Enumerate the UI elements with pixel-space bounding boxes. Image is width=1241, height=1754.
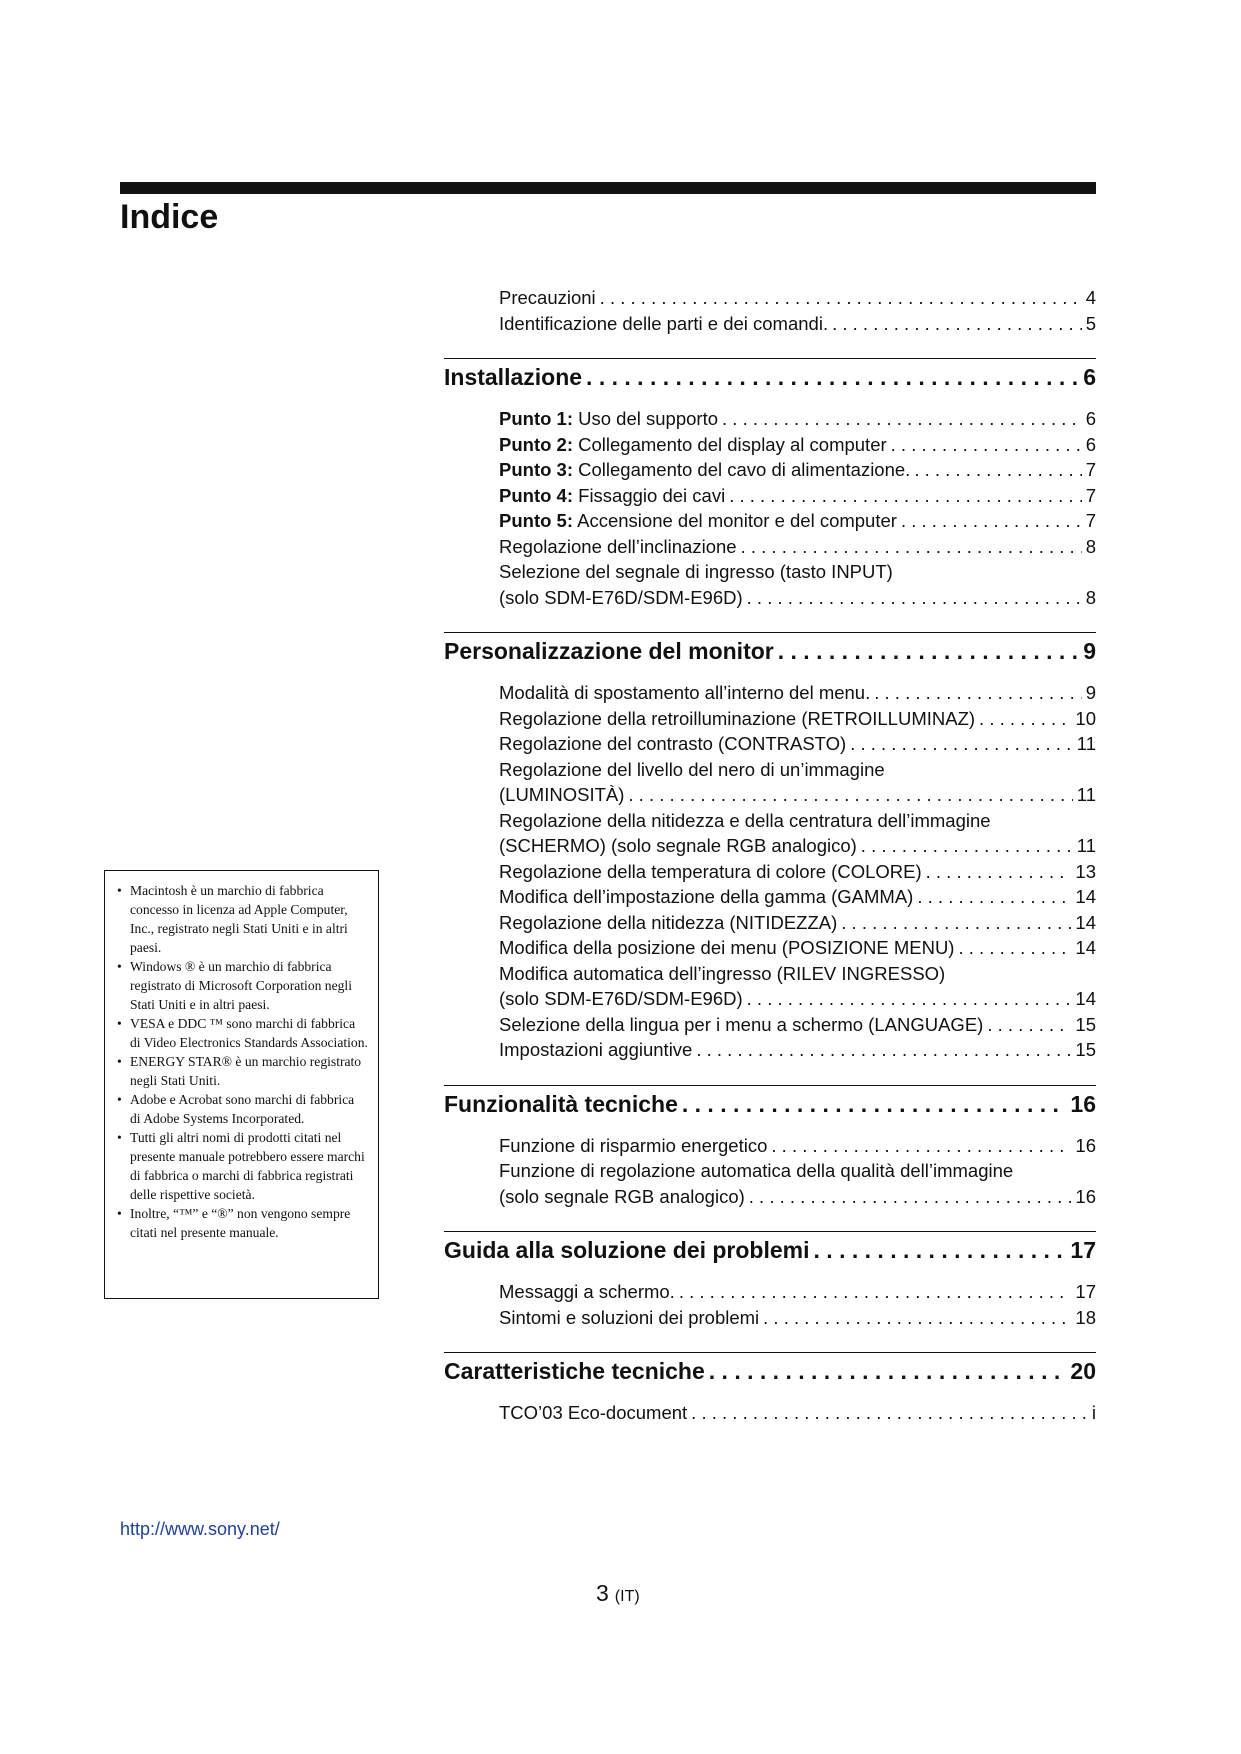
toc-entry-title: Messaggi a schermo. [499, 1281, 675, 1302]
toc-entry-title: Uso del supporto [578, 408, 719, 429]
toc-entry-line [499, 833, 1096, 859]
toc-entry-line [499, 1184, 1096, 1210]
toc-entry-title: Fissaggio dei cavi [578, 484, 726, 506]
toc-entry-line [499, 585, 1096, 611]
toc-section-header[interactable] [444, 1352, 1096, 1400]
toc-entry-page: 9 [1085, 682, 1096, 703]
toc-entry[interactable] [499, 285, 1096, 311]
trademark-notice [104, 870, 379, 1299]
toc-section-title: Personalizzazione del monitor [444, 638, 774, 664]
toc-entry[interactable] [499, 910, 1096, 936]
dot-leader [628, 782, 1072, 808]
toc-entry-title: Selezione della lingua per i menu a schermo (LANGUAGE) [499, 1013, 984, 1035]
toc-entry-title-line [499, 457, 910, 483]
toc-entry-title: Regolazione del livello del nero di un’immagine [499, 758, 885, 780]
toc-entry-title: Collegamento del display al computer [578, 433, 887, 455]
toc-step-label: Punto 4: [499, 484, 573, 506]
toc-section-page: 6 [1083, 364, 1096, 390]
toc-section-title-line [444, 634, 1096, 668]
toc-entry-title: Modalità di spostamento all’interno del menu. [499, 682, 871, 703]
toc-entry-title-line [499, 1400, 687, 1426]
toc-entry[interactable] [499, 406, 1096, 432]
toc-section-page: 16 [1070, 1090, 1096, 1117]
toc-section-entries [499, 680, 1096, 1063]
page-number [596, 1578, 640, 1612]
page-title: Indice [120, 198, 219, 236]
dot-leader [682, 1087, 1067, 1121]
dot-leader [741, 534, 1082, 560]
toc-section-entries [499, 406, 1096, 610]
toc-entry-title-line [499, 406, 718, 432]
dot-leader [832, 311, 1082, 337]
toc-entry-title-line [499, 432, 887, 458]
toc-entry-continuation: (LUMINOSITÀ) [499, 784, 625, 805]
toc-section-title-line [444, 1354, 1096, 1388]
toc-entry-line [499, 1279, 1096, 1305]
toc-entry-title: Regolazione della nitidezza (NITIDEZZA) [499, 911, 838, 933]
toc-entry[interactable] [499, 1012, 1096, 1038]
dot-leader [814, 1233, 1067, 1267]
toc-entry-page: 6 [1085, 408, 1096, 429]
toc-entry-line [499, 483, 1096, 509]
toc-entry[interactable] [499, 432, 1096, 458]
toc-section-header[interactable] [444, 632, 1096, 680]
trademark-item: • Adobe e Acrobat sono marchi di fabbrica di Adobe Systems Incorporated. [115, 1090, 368, 1128]
toc-entry-title-line [499, 1037, 692, 1063]
toc-entry[interactable] [499, 534, 1096, 560]
toc-entry-title: Funzione di regolazione automatica della qualità dell’immagine [499, 1160, 1014, 1181]
toc-entry[interactable] [499, 680, 1096, 706]
toc-entry-title-line [499, 534, 737, 560]
toc-entry-line [499, 910, 1096, 936]
page-number-suffix: (IT) [614, 1588, 640, 1605]
toc-section-title: Guida alla soluzione dei problemi [444, 1237, 810, 1263]
trademark-item: • Windows ® è un marchio di fabbrica registrato di Microsoft Corporation negli Stati Uniti e in altri paesi. [115, 957, 368, 1014]
toc-entry-title: Regolazione del contrasto (CONTRASTO) [499, 733, 847, 754]
toc-entry[interactable] [499, 859, 1096, 885]
toc-step-label: Punto 1: [499, 408, 573, 429]
toc-entry-line [499, 432, 1096, 458]
toc-entry-title: Modifica dell’impostazione della gamma (GAMMA) [499, 886, 914, 907]
toc-entry-title: Impostazioni aggiuntive [499, 1039, 693, 1060]
dot-leader [926, 859, 1072, 885]
toc-entry-title-line [499, 1133, 767, 1159]
toc-entry[interactable] [499, 1037, 1096, 1063]
trademark-item: • ENERGY STAR® è un marchio registrato negli Stati Uniti. [115, 1052, 368, 1090]
toc-entry[interactable] [499, 884, 1096, 910]
dot-leader [841, 910, 1071, 936]
toc-entry-title-line [499, 910, 837, 936]
toc-entry-line [499, 1133, 1096, 1159]
dot-leader [709, 1354, 1067, 1388]
toc-entry-page: 5 [1085, 312, 1096, 334]
dot-leader [987, 1012, 1071, 1038]
toc-entry-line [499, 782, 1096, 808]
toc-entry-page: 8 [1085, 535, 1096, 557]
toc-entry[interactable] [499, 311, 1096, 337]
toc-entry-title-line [499, 483, 725, 509]
toc-entry[interactable] [499, 1133, 1096, 1159]
trademark-item: • Macintosh è un marchio di fabbrica concesso in licenza ad Apple Computer, Inc., registrato negli Stati Uniti e in altri paesi. [115, 881, 368, 957]
toc-entry-page: 13 [1075, 860, 1096, 882]
trademark-item: • Tutti gli altri nomi di prodotti citati nel presente manuale potrebbero essere marchi di fabbrica o marchi di fabbrica registrati delle rispettive società. [115, 1128, 368, 1204]
toc-entry-page: 14 [1075, 886, 1096, 907]
toc-section-entries [499, 1279, 1096, 1330]
title-rule [120, 182, 1096, 194]
toc-entry-line [499, 680, 1096, 706]
toc-entry-title-line [499, 731, 846, 757]
toc-entry-line [499, 285, 1096, 311]
toc-section-entries [499, 1400, 1096, 1426]
toc-entry-line [499, 508, 1096, 534]
toc-entry[interactable] [499, 808, 1096, 859]
toc-entry-title: Modifica della posizione dei menu (POSIZIONE MENU) [499, 937, 955, 958]
dot-leader [747, 986, 1072, 1012]
toc-entry-title: Regolazione della retroilluminazione (RETROILLUMINAZ) [499, 707, 976, 729]
toc-entry-title-line [499, 706, 975, 732]
toc-entry-page: 7 [1085, 459, 1096, 480]
toc-entry-title: TCO’03 Eco-document [499, 1402, 688, 1423]
toc-entry-continuation: (solo segnale RGB analogico) [499, 1185, 745, 1207]
toc-step-label: Punto 3: [499, 459, 573, 480]
dot-leader [874, 680, 1081, 706]
toc-sections [444, 358, 1096, 1426]
toc-section-header[interactable] [444, 1231, 1096, 1279]
toc-entry-page: 7 [1085, 484, 1096, 506]
toc-entry-line [499, 935, 1096, 961]
toc-entry-page: 8 [1085, 586, 1096, 608]
dot-leader [917, 884, 1071, 910]
toc-entry-page: 16 [1075, 1185, 1096, 1207]
page-number-value: 3 [596, 1580, 609, 1606]
toc-entry-page: 11 [1076, 835, 1096, 856]
dot-leader [729, 483, 1082, 509]
toc-entry-continuation: (SCHERMO) (solo segnale RGB analogico) [499, 835, 857, 856]
toc-entry-title: Accensione del monitor e del computer [577, 510, 897, 531]
dot-leader [771, 1133, 1071, 1159]
toc-section-header[interactable] [444, 358, 1096, 406]
toc-entry-title: Modifica automatica dell’ingresso (RILEV INGRESSO) [499, 962, 946, 984]
toc-entry-page: i [1091, 1402, 1096, 1423]
toc-entry[interactable] [499, 935, 1096, 961]
toc-entry-title: Precauzioni [499, 287, 596, 308]
table-of-contents [444, 285, 1096, 1426]
toc-entry-page: 4 [1085, 287, 1096, 308]
dot-leader [861, 833, 1073, 859]
toc-entry-page: 14 [1075, 911, 1096, 933]
dot-leader [747, 585, 1082, 611]
dot-leader [586, 360, 1079, 394]
toc-section-title-line [444, 1087, 1096, 1121]
dot-leader [749, 1184, 1072, 1210]
toc-entry-page: 11 [1076, 733, 1096, 754]
trademark-item: • VESA e DDC ™ sono marchi di fabbrica di Video Electronics Standards Association. [115, 1014, 368, 1052]
toc-entry-page: 14 [1075, 988, 1096, 1009]
toc-entry-title: Sintomi e soluzioni dei problemi [499, 1306, 760, 1328]
toc-entry[interactable] [499, 1305, 1096, 1331]
toc-step-label: Punto 2: [499, 433, 573, 455]
dot-leader [691, 1400, 1088, 1426]
toc-entry-title: Regolazione dell’inclinazione [499, 535, 737, 557]
toc-entry-continuation: (solo SDM-E76D/SDM-E96D) [499, 988, 743, 1009]
toc-entry-line [499, 1305, 1096, 1331]
toc-entry-title-line [499, 311, 828, 337]
toc-entry-page: 18 [1075, 1306, 1096, 1328]
toc-section-title: Caratteristiche tecniche [444, 1358, 705, 1384]
toc-section-header[interactable] [444, 1085, 1096, 1133]
toc-entry-title: Regolazione della temperatura di colore (COLORE) [499, 860, 922, 882]
toc-entry[interactable] [499, 508, 1096, 534]
toc-entry[interactable] [499, 1158, 1096, 1209]
dot-leader [914, 457, 1081, 483]
dot-leader [901, 508, 1082, 534]
toc-entry-line [499, 406, 1096, 432]
toc-entry[interactable] [499, 1400, 1096, 1426]
toc-entry-title: Funzione di risparmio energetico [499, 1134, 768, 1156]
toc-entry-title-line [499, 285, 596, 311]
dot-leader [958, 935, 1071, 961]
toc-section-title-line [444, 1233, 1096, 1267]
dot-leader [891, 432, 1082, 458]
toc-entry-line [499, 706, 1096, 732]
toc-entry-line [499, 534, 1096, 560]
toc-entry-line [499, 884, 1096, 910]
toc-entry[interactable] [499, 961, 1096, 1012]
toc-entry-page: 10 [1075, 707, 1096, 729]
toc-entry-line [499, 986, 1096, 1012]
toc-entry-line [499, 731, 1096, 757]
toc-entry-title: Collegamento del cavo di alimentazione. [578, 459, 911, 480]
toc-entry[interactable] [499, 559, 1096, 610]
sony-website-link[interactable]: http://www.sony.net/ [120, 1519, 280, 1539]
toc-entry-title: Regolazione della nitidezza e della centratura dell’immagine [499, 809, 991, 831]
dot-leader [778, 634, 1079, 668]
toc-entry-title-line [499, 884, 913, 910]
toc-step-label: Punto 5: [499, 510, 573, 531]
intro-entries [499, 285, 1096, 336]
dot-leader [763, 1305, 1071, 1331]
toc-entry-page: 15 [1075, 1039, 1096, 1060]
toc-entry-title-line [499, 859, 922, 885]
toc-entry-title-line [499, 1012, 983, 1038]
toc-entry-line [499, 1012, 1096, 1038]
toc-section-page: 17 [1070, 1237, 1096, 1263]
toc-entry-page: 16 [1075, 1134, 1096, 1156]
toc-section-page: 20 [1070, 1358, 1096, 1384]
toc-section-title: Funzionalità tecniche [444, 1090, 678, 1117]
toc-section-title-line [444, 360, 1096, 394]
toc-entry-page: 15 [1075, 1013, 1096, 1035]
toc-entry-title: Identificazione delle parti e dei comandi. [499, 312, 829, 334]
toc-entry[interactable] [499, 731, 1096, 757]
toc-entry-title-line [499, 935, 954, 961]
toc-entry-page: 11 [1076, 784, 1096, 805]
toc-entry[interactable] [499, 483, 1096, 509]
toc-entry-page: 7 [1085, 510, 1096, 531]
dot-leader [722, 406, 1082, 432]
toc-section-title: Installazione [444, 364, 583, 390]
toc-entry-line [499, 1037, 1096, 1063]
trademark-list [115, 881, 368, 1242]
toc-section-page: 9 [1083, 638, 1096, 664]
dot-leader [679, 1279, 1072, 1305]
toc-entry-page: 17 [1075, 1281, 1096, 1302]
toc-entry-line [499, 1400, 1096, 1426]
toc-entry-continuation: (solo SDM-E76D/SDM-E96D) [499, 586, 743, 608]
toc-entry[interactable] [499, 457, 1096, 483]
toc-section-entries [499, 1133, 1096, 1210]
toc-entry[interactable] [499, 706, 1096, 732]
toc-entry-line [499, 311, 1096, 337]
toc-entry-title-line [499, 1279, 675, 1305]
toc-entry[interactable] [499, 757, 1096, 808]
dot-leader [850, 731, 1073, 757]
toc-entry-page: 14 [1075, 937, 1096, 958]
dot-leader [696, 1037, 1071, 1063]
toc-entry-line [499, 457, 1096, 483]
toc-entry-line [499, 859, 1096, 885]
toc-entry[interactable] [499, 1279, 1096, 1305]
toc-entry-title-line [499, 680, 870, 706]
toc-entry-title-line [499, 1305, 759, 1331]
toc-entry-title: Selezione del segnale di ingresso (tasto INPUT) [499, 561, 893, 582]
toc-entry-title-line [499, 508, 897, 534]
dot-leader [600, 285, 1082, 311]
toc-entry-page: 6 [1085, 433, 1096, 455]
trademark-item: • Inoltre, “™” e “®” non vengono sempre citati nel presente manuale. [115, 1204, 368, 1242]
dot-leader [979, 706, 1071, 732]
